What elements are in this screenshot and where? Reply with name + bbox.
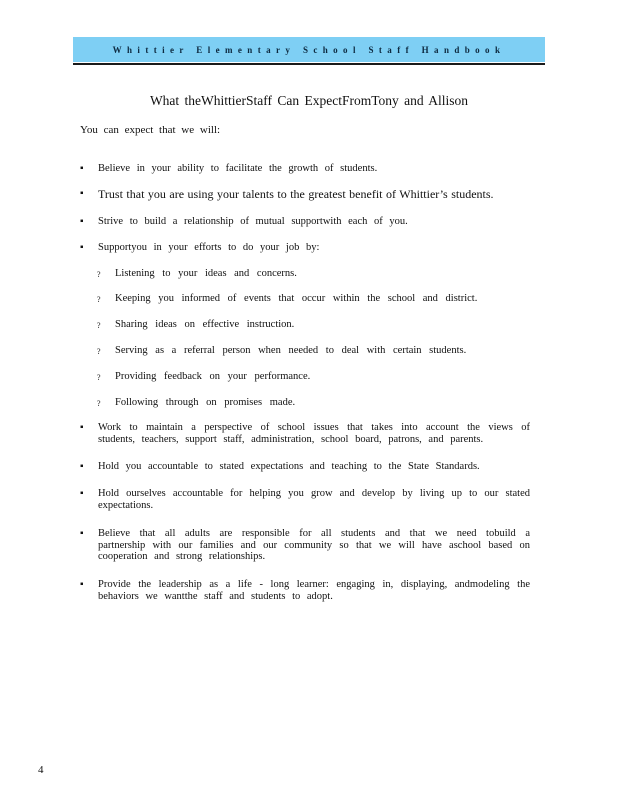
sub-list-item-text: Sharing ideas on effective instruction.: [115, 319, 295, 330]
sub-list-item: [97, 319, 517, 332]
bullet-icon: ▪: [80, 242, 84, 253]
bullet-icon: ▪: [80, 422, 84, 433]
sub-list-item: [97, 397, 517, 410]
sub-bullet-icon: ?: [97, 321, 101, 330]
list-item: [80, 242, 530, 254]
list-item-text: Supportyou in your efforts to do your job by:: [98, 242, 320, 253]
bullet-icon: ▪: [80, 461, 84, 472]
bullet-icon: ▪: [80, 188, 84, 199]
bullet-icon: ▪: [80, 216, 84, 227]
sub-bullet-icon: ?: [97, 295, 101, 304]
sub-bullet-icon: ?: [97, 270, 101, 279]
sub-list-item-text: Following through on promises made.: [115, 397, 296, 408]
sub-list-item: [97, 345, 517, 358]
list-item-text: Believe in your ability to facilitate the growth of students.: [98, 163, 378, 174]
list-item-text: Provide the leadership as a life - long learner: engaging in, displaying, andmodeling the behaviors we wantthe staff and students to adopt.: [98, 579, 530, 602]
list-item: [80, 188, 530, 201]
list-item-text: Hold you accountable to stated expectations and teaching to the State Standards.: [98, 461, 480, 472]
list-item: [80, 579, 530, 602]
handbook-header-title: Whittier Elementary School Staff Handbook: [112, 44, 506, 55]
list-item-text: Believe that all adults are responsible for all students and that we need tobuild a partnership with our families and our community so that we will have aschool based on cooperation and strong relationships.: [98, 528, 530, 562]
sub-list-item: [97, 371, 517, 384]
list-item-text: Trust that you are using your talents to the greatest benefit of Whittier’s students.: [98, 187, 494, 201]
sub-list-item-text: Serving as a referral person when needed to deal with certain students.: [115, 345, 467, 356]
page-title: What theWhittierStaff Can ExpectFromTony and Allison: [149, 93, 469, 108]
list-item: [80, 488, 530, 511]
bullet-icon: ▪: [80, 163, 84, 174]
page-number: 4: [38, 764, 44, 776]
sub-list-item: [97, 268, 517, 281]
sub-bullet-icon: ?: [97, 399, 101, 408]
sub-list-item: [97, 293, 517, 306]
header-band: [73, 37, 545, 62]
bullet-icon: ▪: [80, 528, 84, 539]
list-item: [80, 163, 530, 175]
list-item: [80, 528, 530, 563]
list-item-text: Strive to build a relationship of mutual supportwith each of you.: [98, 216, 408, 227]
bullet-icon: ▪: [80, 579, 84, 590]
header-divider: [73, 63, 545, 65]
list-item-text: Work to maintain a perspective of school issues that takes into account the views of students, teachers, support staff, administration, school board, patrons, and parents.: [98, 422, 530, 445]
sub-list-item-text: Keeping you informed of events that occur within the school and district.: [115, 293, 478, 304]
list-item: [80, 422, 530, 445]
list-item-text: Hold ourselves accountable for helping you grow and develop by living up to our stated expectations.: [98, 488, 530, 511]
sub-bullet-icon: ?: [97, 373, 101, 382]
intro-text: You can expect that we will:: [80, 124, 221, 136]
sub-list-item-text: Providing feedback on your performance.: [115, 371, 311, 382]
sub-list-item-text: Listening to your ideas and concerns.: [115, 268, 297, 279]
bullet-icon: ▪: [80, 488, 84, 499]
list-item: [80, 461, 530, 473]
sub-bullet-icon: ?: [97, 347, 101, 356]
list-item: [80, 216, 530, 228]
